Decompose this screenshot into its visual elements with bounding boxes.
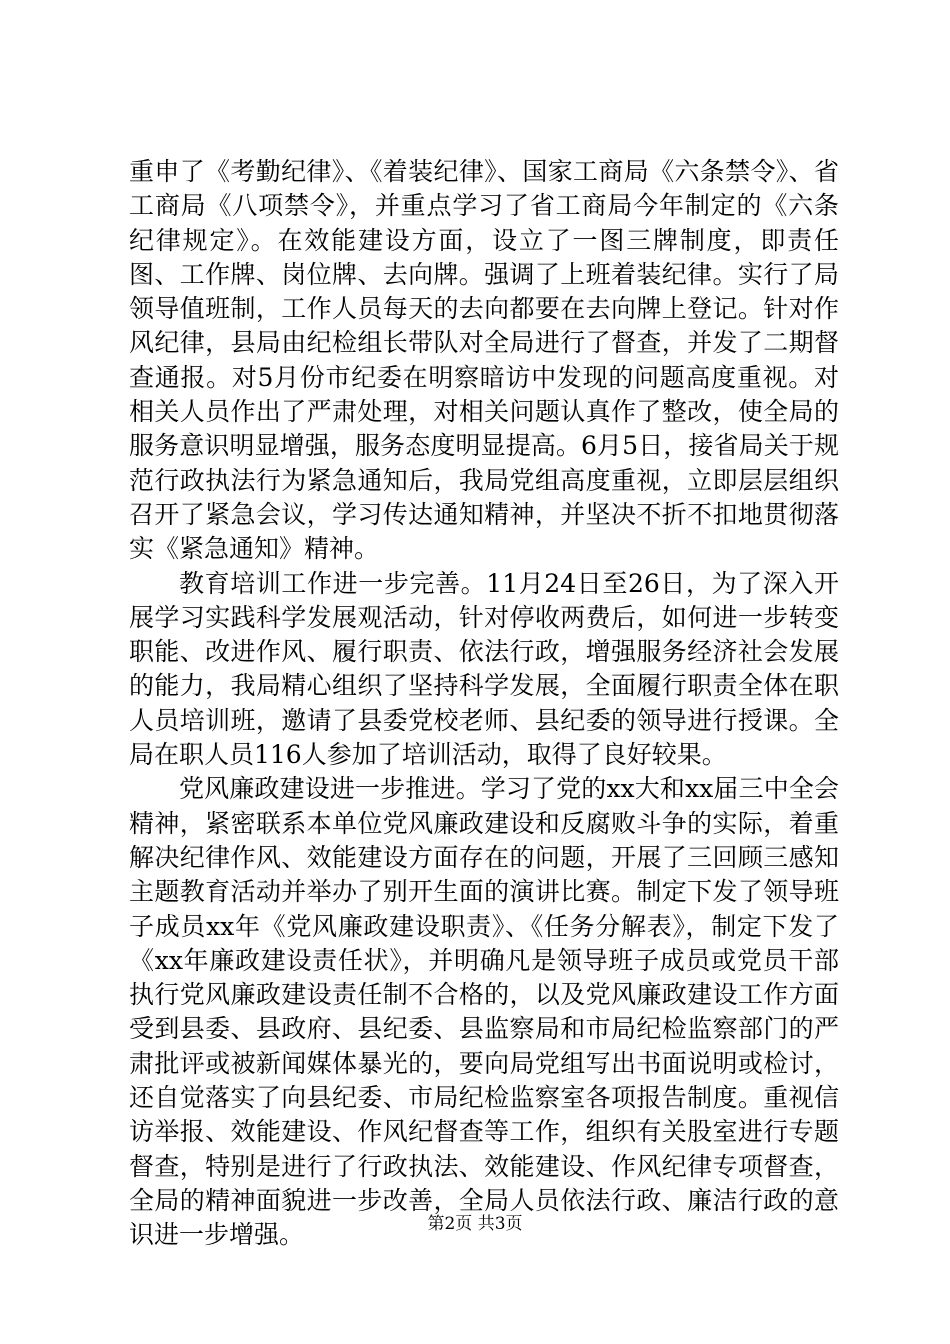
paragraph-party-integrity: 党风廉政建设进一步推进。学习了党的xx大和xx届三中全会精神，紧密联系本单位党风廉政建设和反腐败斗争的实际，着重解决纪律作风、效能建设方面存在的问题，开展了三回顾三感知主题教育活动并举办了别开生面的演讲比赛。制定下发了领导班子成员xx年《党风廉政建设职责》、《任务分解表》，制定下发了《xx年廉政建设责任状》，并明确凡是领导班子成员或党员干部执行党风廉政建设责任制不合格的，以及党风廉政建设工作方面受到县委、县政府、县纪委、县监察局和市局纪检监察部门的严肃批评或被新闻媒体暴光的，要向局党组写出书面说明或检讨，还自觉落实了向县纪委、市局纪检监察室各项报告制度。重视信访举报、效能建设、作风纪督查等工作，组织有关股室进行专题督查，特别是进行了行政执法、效能建设、作风纪律专项督查，全局的精神面貌进一步改善，全局人员依法行政、廉洁行政的意识进一步增强。 (129, 774, 839, 1250)
paragraph-training: 教育培训工作进一步完善。11月24日至26日，为了深入开展学习实践科学发展观活动，针对停收两费后，如何进一步转变职能、改进作风、履行职责、依法行政，增强服务经济社会发展的能力，我局精心组织了坚持科学发展，全面履行职责全体在职人员培训班，邀请了县委党校老师、县纪委的领导进行授课。全局在职人员116人参加了培训活动，取得了良好较果。 (129, 568, 839, 770)
document-body (129, 155, 839, 1253)
page-number-footer: 第2页 共3页 (427, 1214, 523, 1234)
paragraph-discipline: 重申了《考勤纪律》、《着装纪律》、国家工商局《六条禁令》、省工商局《八项禁令》，并重点学习了省工商局今年制定的《六条纪律规定》。在效能建设方面，设立了一图三牌制度，即责任图、工作牌、岗位牌、去向牌。强调了上班着装纪律。实行了局领导值班制，工作人员每天的去向都要在去向牌上登记。针对作风纪律，县局由纪检组长带队对全局进行了督查，并发了二期督查通报。对5月份市纪委在明察暗访中发现的问题高度重视。对相关人员作出了严肃处理，对相关问题认真作了整改，使全局的服务意识明显增强，服务态度明显提高。6月5日，接省局关于规范行政执法行为紧急通知后，我局党组高度重视，立即层层组织召开了紧急会议，学习传达通知精神，并坚决不折不扣地贯彻落实《紧急通知》精神。 (129, 157, 839, 564)
